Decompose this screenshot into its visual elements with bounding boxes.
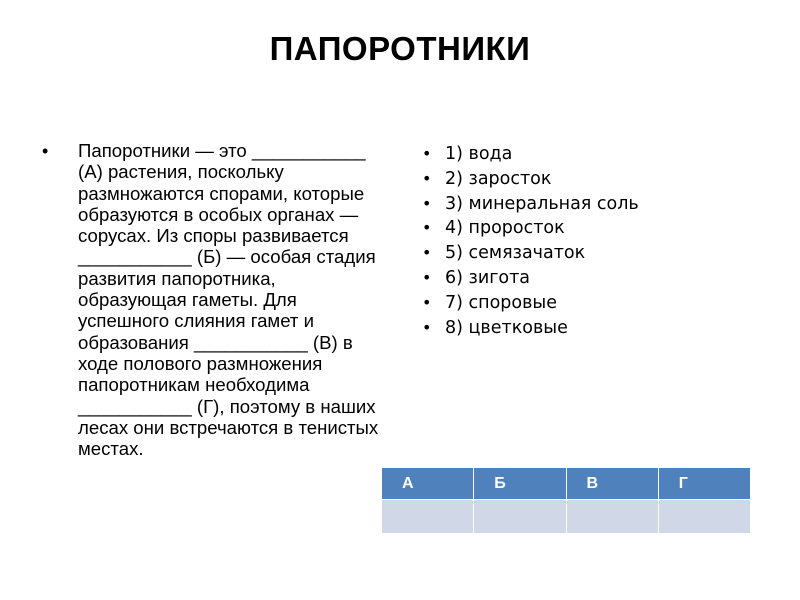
- question-paragraph: Папоротники — это ___________ (А) растения, поскольку размножаются спорами, которые образуются в особых органах — сорусах. Из споры развивается ___________ (Б) — особая стадия развития папоротника, образующая гаметы. Для успешного слияния гамет и образования ___________ (В) в ходе полового размножения папоротникам необходима ___________ (Г), поэтому в наших лесах они встречаются в тенистых местах.: [78, 140, 379, 460]
- bullet-icon: •: [422, 292, 432, 312]
- bullet-icon: •: [422, 168, 432, 188]
- bullet-icon: •: [422, 193, 432, 213]
- option-label: 6) зигота: [445, 267, 531, 288]
- answer-table-input-row: [382, 500, 751, 534]
- header-cell-a: А: [382, 468, 474, 500]
- option-label: 3) минеральная соль: [445, 193, 639, 214]
- bullet-icon: •: [422, 267, 432, 287]
- question-text-block: [42, 140, 387, 459]
- option-item: [422, 192, 752, 217]
- option-label: 7) споровые: [445, 292, 558, 313]
- option-item: [422, 167, 752, 192]
- header-cell-v: В: [566, 468, 658, 500]
- bullet-icon: •: [422, 144, 432, 163]
- answer-cell-v[interactable]: [566, 500, 658, 534]
- option-item: [422, 291, 752, 316]
- answer-cell-g[interactable]: [658, 500, 750, 534]
- option-item: [422, 142, 752, 167]
- header-cell-b: Б: [474, 468, 566, 500]
- answer-options-list: [422, 142, 752, 340]
- option-label: 5) семязачаток: [445, 243, 586, 264]
- option-label: 1) вода: [445, 144, 513, 164]
- answer-table: [381, 467, 751, 534]
- answer-cell-a[interactable]: [382, 500, 474, 534]
- option-item: [422, 241, 752, 266]
- bullet-icon: •: [422, 218, 432, 238]
- slide-title: ПАПОРОТНИКИ: [269, 30, 531, 67]
- bullet-icon: •: [422, 317, 432, 337]
- option-label: 2) заросток: [445, 168, 552, 189]
- header-cell-g: Г: [658, 468, 750, 500]
- option-item: [422, 216, 752, 241]
- option-item: [422, 266, 752, 291]
- bullet-icon: •: [42, 141, 49, 161]
- bullet-icon: •: [422, 243, 432, 263]
- answer-table-header-row: [382, 468, 751, 500]
- option-item: [422, 316, 752, 341]
- option-label: 4) проросток: [445, 218, 565, 239]
- option-label: 8) цветковые: [445, 317, 568, 338]
- answer-cell-b[interactable]: [474, 500, 566, 534]
